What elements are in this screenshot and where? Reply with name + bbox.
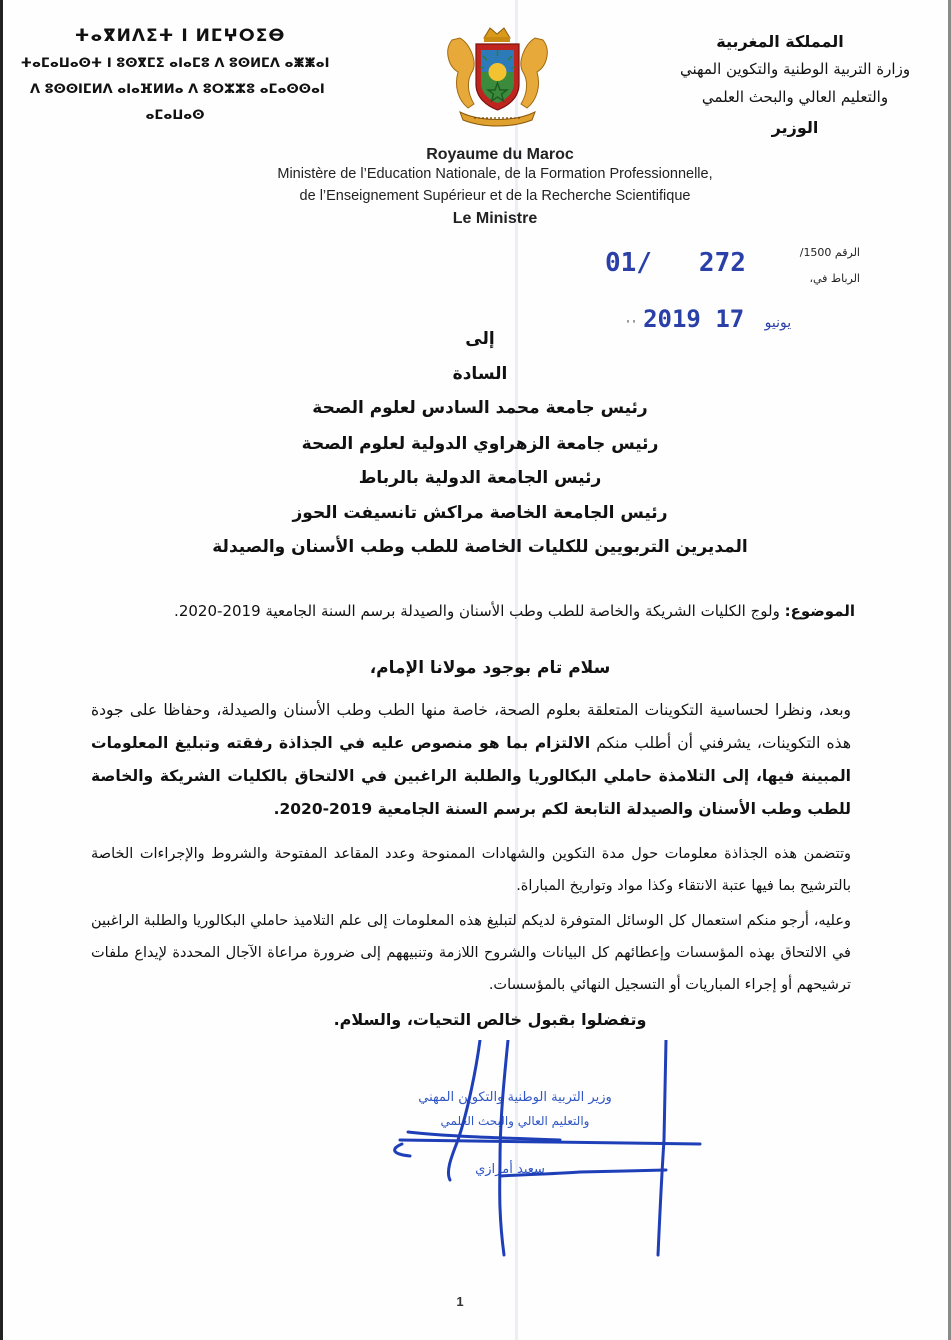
body-paragraph-1 [91,694,851,826]
stamp-date [625,305,797,333]
addressee-item: رئيس الجامعة الخاصة مراكش تانسيفت الحوز [292,503,668,523]
signatory-name: سعيد أمزازي [475,1162,545,1177]
stamp-month: يونيو [764,315,792,331]
tifinagh-ministry-line-1: ⵜⴰⵎⴰⵡⴰⵙⵜ ⵏ ⵓⵙⴳⵎⵉ ⴰⵏⴰⵎⵓ ⴷ ⵓⵙⵍⵎⴷ ⴰⵥⵥⴰⵏ [20,56,330,71]
signature-title-line-1: وزير التربية الوطنية والتكوين المهني [418,1090,612,1105]
reference-number-label: الرقم 1500/ [799,246,860,259]
french-kingdom-title: Royaume du Maroc [426,146,574,163]
stamp-year: 2019 [643,305,701,333]
subject-line [110,602,855,620]
stamp-day: 17 [715,305,745,333]
subject-label: الموضوع: [784,602,855,620]
addressee-item: رئيس جامعة الزهراوي الدولية لعلوم الصحة [301,434,659,454]
signature-title-line-2: والتعليم العالي والبحث العلمي [440,1114,590,1128]
addressee-item: رئيس الجامعة الدولية بالرباط [358,468,602,488]
french-ministry-line-1: Ministère de l’Education Nationale, de la Formation Professionnelle, [277,166,713,182]
addressee-to: إلى [465,329,495,349]
arabic-ministry-line-2: والتعليم العالي والبحث العلمي [701,88,889,106]
arabic-ministry-line-1: وزارة التربية الوطنية والتكوين المهني [679,60,911,78]
scan-edge-left [0,0,3,1340]
addressee-item: رئيس جامعة محمد السادس لعلوم الصحة [312,398,648,418]
closing-salutation: وتفضلوا بقبول خالص التحيات، والسلام. [333,1010,647,1029]
greeting: سلام تام بوجود مولانا الإمام، [369,658,611,678]
body-paragraph-3: وعليه، أرجو منكم استعمال كل الوسائل المتوفرة لديكم لتبليغ هذه المعلومات إلى علم التلاميذ حاملي البكالوريا والطلبة الراغبين في الالتحاق بهذه المؤسسات وإعطائهم كل البيانات والشروح اللازمة وتنبيههم إلى ضرورة مراعاة الآجال المحددة لإيداع ملفات ترشيحهم أو إجراء المباريات أو التسجيل النهائي بالمؤسسات. [91,913,851,993]
arabic-minister-title: الوزير [771,118,819,137]
addressee-title: السادة [452,364,508,384]
subject-text: ولوج الكليات الشريكة والخاصة للطب وطب الأسنان والصيدلة برسم السنة الجامعية 2019-2020. [174,602,785,620]
addressee-item: المديرين التربويين للكليات الخاصة للطب وطب الأسنان والصيدلة [212,537,748,557]
stamp-reference-number: 01/ 272 [605,248,746,278]
tifinagh-ministry-line-2: ⴷ ⵓⵙⵙⵏⵎⵍⴷ ⴰⵏⴰⴼⵍⵍⴰ ⴷ ⵓⵔⵣⵣⵓ ⴰⵎⴰⵙⵙⴰⵏ [30,82,325,97]
tifinagh-minister: ⴰⵎⴰⵡⴰⵙ [145,108,205,123]
body-paragraph-2: وتتضمن هذه الجذاذة معلومات حول مدة التكوين والشهادات الممنوحة وعدد المقاعد المفتوحة والشروط والإجراءات الخاصة بالترشيح بما فيها عتبة الانتقاء وكذا مواد وتواريخ المباراة. [91,846,851,894]
morocco-coat-of-arms-icon [440,20,555,132]
french-ministry-line-2: de l’Enseignement Supérieur et de la Recherche Scientifique [299,188,691,204]
paragraph-1-text: وبعد، ونظرا لحساسية التكوينات المتعلقة بعلوم الصحة، خاصة منها الطب وطب الأسنان والصيدلة، وحفاظا على جودة هذه التكوينات، يشرفني أن أطلب منكم [91,701,851,752]
arabic-kingdom-title: المملكة المغربية [716,32,844,51]
stamp-dots: '' [625,319,644,330]
french-minister-title: Le Ministre [452,210,538,227]
handwritten-signature [380,1040,720,1260]
place-date-label: الرباط في، [809,272,860,285]
page-number: 1 [456,1294,464,1309]
tifinagh-kingdom-title: ⵜⴰⴳⵍⴷⵉⵜ ⵏ ⵍⵎⵖⵔⵉⴱ [74,26,286,46]
paragraph-1-bold-text: الالتزام بما هو منصوص عليه في الجذاذة رفقته وتبليغ المعلومات المبينة فيها، إلى التلامذة حاملي البكالوريا والطلبة الراغبين في الالتحاق بالكليات الشريكة والخاصة للطب وطب الأسنان والصيدلة التابعة لكم برسم السنة الجامعية 2019-2020. [91,734,851,818]
